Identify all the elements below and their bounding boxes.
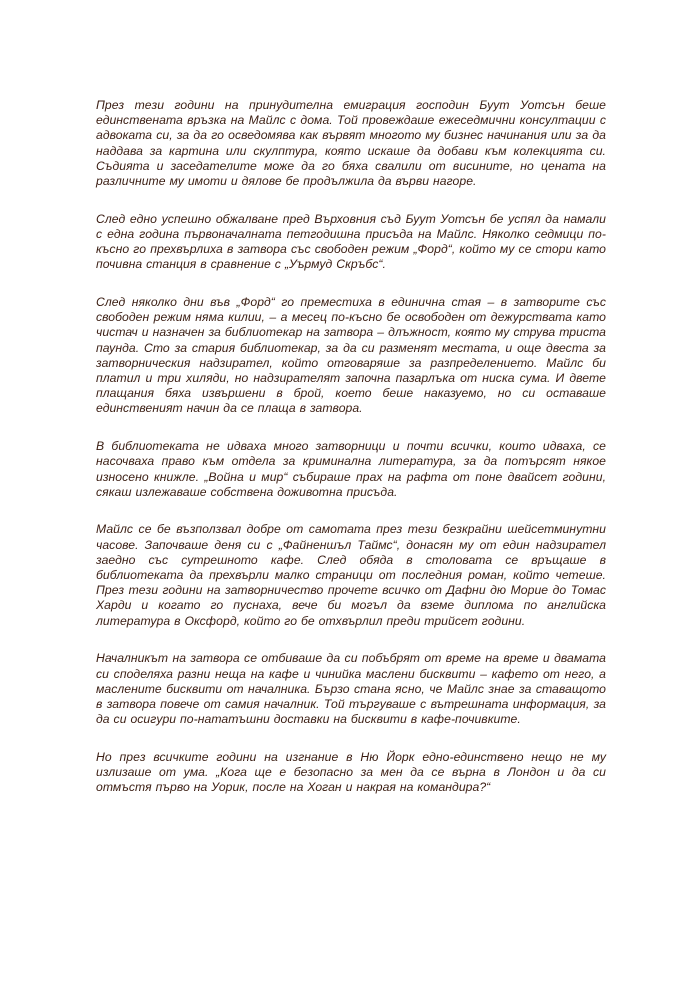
text-column xyxy=(96,98,606,818)
paragraph-4: В библиотеката не идваха много затворници и почти всички, които идваха, се насочваха право към отдела за криминална литература, за да потърсят някое износено книжле. „Война и мир“ събираше прах на рафта от поне двайсет години, сякаш излежаваше собствена доживотна присъда. xyxy=(96,439,606,499)
paragraph-7: Но през всичките години на изгнание в Ню Йорк едно-единствено нещо не му излизаше от ума. „Кога ще е безопасно за мен да се върна в Лондон и да си отмъстя първо на Уорик, после на Хоган и накрая на командира?“ xyxy=(96,749,606,795)
paragraph-2: След едно успешно обжалване пред Върховния съд Буут Уотсън бе успял да намали с една година първоначалната петгодишна присъда на Майлс. Няколко седмици по-късно го прехвърлиха в затвора със свободен режим „Форд“, който му се стори като почивна станция в сравнение с „Уърмуд Скръбс“. xyxy=(96,211,606,272)
paragraph-1: През тези години на принудителна емиграция господин Буут Уотсън беше единствената връзка на Майлс с дома. Той провеждаше ежеседмични консултации с адвоката си, за да го осведомява как вървят многото му бизнес начинания или за да наддава за картина или скулптура, която искаше да добави към колекцията си. Съдията и заседателите може да го бяха свалили от висините, но цената на различните му имоти и дялове бе продължила да върви нагоре. xyxy=(96,98,606,189)
paragraph-3: След няколко дни във „Форд“ го преместиха в единична стая – в затворите със свободен режим няма килии, – а месец по-късно бе освободен от дежурствата като чистач и назначен за библиотекар на затвора – длъжност, която му струва триста паунда. Сто за стария библиотекар, за да си разменят местата, и още двеста за затворническия надзирател, който отговаряше за разпределението. Майлс би платил и три хиляди, но надзирателят започна пазарлъка от ниска сума. И двете плащания бяха извършени в брой, което беше наказуемо, но си оставаше единственият начин да се плаща в затвора. xyxy=(96,295,606,416)
paragraph-6: Началникът на затвора се отбиваше да си побъбрят от време на време и двамата си споделяха разни неща на кафе и чинийка маслени бисквити – кафето от него, а маслените бисквити от началника. Бързо стана ясно, че Майлс знае за ставащото в затвора повече от самия началник. Той търгуваше с вътрешната информация, за да си осигури по-нататъшни доставки на бисквити в кафе-почивките. xyxy=(96,651,606,727)
paragraph-5: Майлс се бе възползвал добре от самотата през тези безкрайни шейсетминутни часове. Започваше деня си с „Файненшъл Таймс“, донасян му от един надзирател заедно със сутрешното кафе. След обяда в столовата се връщаше в библиотеката да прехвърли малко страници от последния роман, който четеше. През тези години на затворничество прочете всичко от Дафни дю Морие до Томас Харди и когато го пуснаха, вече би могъл да вземе диплома по английска литература в Оксфорд, който го бе отхвърлил преди трийсет години. xyxy=(96,522,606,628)
